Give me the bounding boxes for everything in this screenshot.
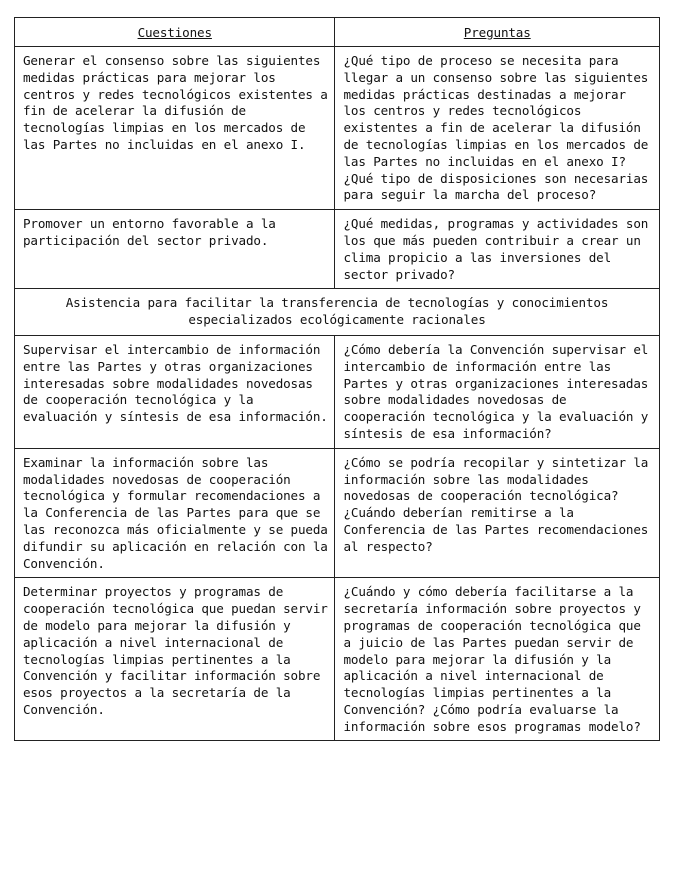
cuestion-cell: Promover un entorno favorable a la participación del sector privado.	[15, 210, 335, 289]
cuestiones-preguntas-table	[14, 17, 660, 741]
table-row	[15, 335, 660, 448]
pregunta-cell: ¿Cómo se podría recopilar y sintetizar la información sobre las modalidades novedosas de cooperación tecnológica? ¿Cuándo deberían remitirse a la Conferencia de las Partes recomendaciones al respecto?	[335, 448, 660, 578]
table-row	[15, 448, 660, 578]
pregunta-cell: ¿Cuándo y cómo debería facilitarse a la secretaría información sobre proyectos y programas de cooperación tecnológica que a juicio de las Partes puedan servir de modelo para mejorar la difusión y la aplicación a nivel internacional de tecnologías limpias pertinentes a la Convención? ¿Cómo podría evaluarse la información sobre esos programas modelo?	[335, 578, 660, 741]
section-heading-row	[15, 289, 660, 336]
header-cuestiones-label: Cuestiones	[137, 25, 212, 40]
cuestion-cell: Examinar la información sobre las modalidades novedosas de cooperación tecnológica y formular recomendaciones a la Conferencia de las Partes para que se las reconozca más oficialmente y se pueda difundir su aplicación en relación con la Convención.	[15, 448, 335, 578]
table-row	[15, 210, 660, 289]
cuestion-cell: Generar el consenso sobre las siguientes medidas prácticas para mejorar los centros y redes tecnológicos existentes a fin de acelerar la difusión de tecnologías limpias en los mercados de las Partes no incluidas en el anexo I.	[15, 47, 335, 210]
table-header-row	[15, 18, 660, 47]
pregunta-cell: ¿Qué tipo de proceso se necesita para llegar a un consenso sobre las siguientes medidas prácticas destinadas a mejorar los centros y redes tecnológicos existentes a fin de acelerar la difusión de tecnologías limpias en los mercados de las Partes no incluidas en el anexo I? ¿Qué tipo de disposiciones son necesarias para seguir la marcha del proceso?	[335, 47, 660, 210]
header-preguntas	[335, 18, 660, 47]
pregunta-cell: ¿Qué medidas, programas y actividades son los que más pueden contribuir a crear un clima propicio a las inversiones del sector privado?	[335, 210, 660, 289]
header-cuestiones	[15, 18, 335, 47]
pregunta-cell: ¿Cómo debería la Convención supervisar el intercambio de información entre las Partes y otras organizaciones interesadas sobre modalidades novedosas de cooperación tecnológica y la evaluación y síntesis de esa información?	[335, 335, 660, 448]
table-row	[15, 578, 660, 741]
cuestion-cell: Determinar proyectos y programas de cooperación tecnológica que puedan servir de modelo para mejorar la difusión y aplicación a nivel internacional de tecnologías limpias pertinentes a la Convención y facilitar información sobre esos proyectos a la secretaría de la Convención.	[15, 578, 335, 741]
header-preguntas-label: Preguntas	[463, 25, 531, 40]
table-row	[15, 47, 660, 210]
section-heading: Asistencia para facilitar la transferencia de tecnologías y conocimientos especializados ecológicamente racionales	[15, 289, 660, 336]
cuestion-cell: Supervisar el intercambio de información entre las Partes y otras organizaciones interesadas sobre modalidades novedosas de cooperación tecnológica y la evaluación y síntesis de esa información.	[15, 335, 335, 448]
